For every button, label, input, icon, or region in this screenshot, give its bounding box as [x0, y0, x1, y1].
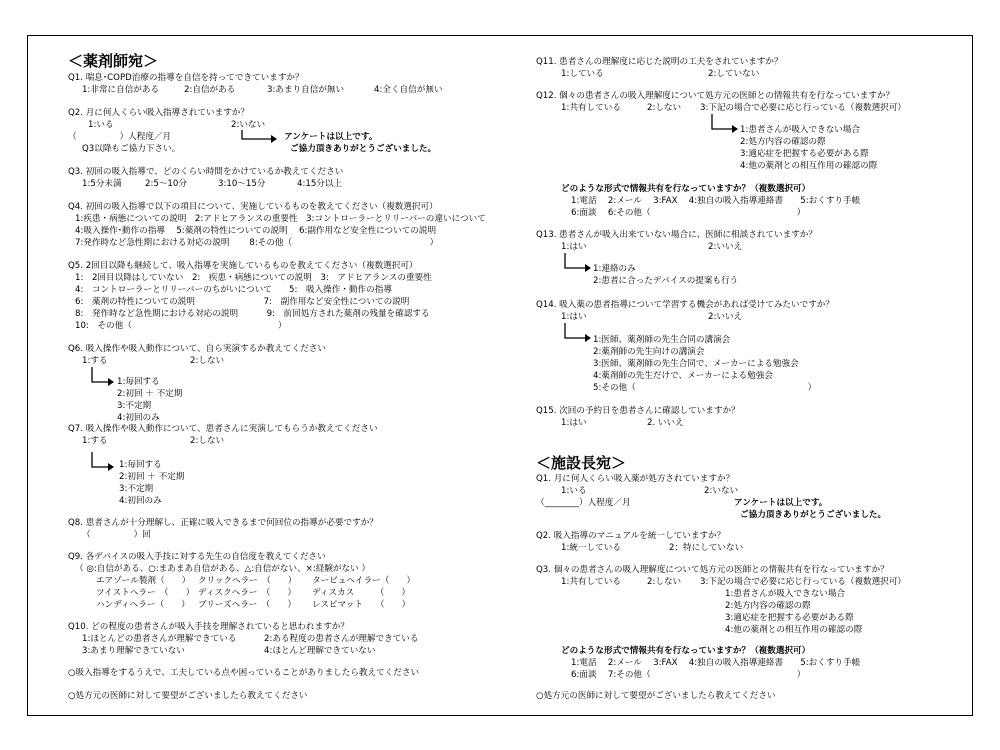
s3-option-3[interactable]: 3:下記の場合で必要に応じ行っている（複数選択可） — [700, 577, 907, 587]
q6-sub-option-3[interactable]: 3:不定期 — [117, 401, 152, 411]
q6-sub-option-1[interactable]: 1:毎回する — [117, 377, 160, 387]
q12-text: Q12. 個々の患者さんの吸入理解度について処方元の医師との情報共有を行なっていますか？ — [536, 91, 895, 101]
q5-options-line-4[interactable]: 8: 発作時など急性期における対応の説明 9: 前回処方された薬剤の残量を確認する — [75, 309, 430, 319]
q1-option-4[interactable]: 4:全く自信が無い — [374, 85, 443, 95]
s1-option-2[interactable]: 2:いない — [704, 486, 739, 496]
q7-option-2[interactable]: 2:しない — [190, 436, 225, 446]
q14-option-1[interactable]: 1:はい — [561, 312, 587, 322]
q9-device-respimat[interactable]: レスピマット （ ） — [312, 600, 411, 610]
q13-option-1[interactable]: 1:はい — [561, 242, 587, 252]
q12-format-options-2[interactable]: 6:面談 6:その他（ ） — [571, 208, 806, 218]
q14-option-2[interactable]: 2:いいえ — [708, 312, 743, 322]
q7-option-1[interactable]: 1:する — [82, 436, 108, 446]
facility-free-comment-requests[interactable]: ○処方元の医師に対して要望がございましたら教えてください — [536, 691, 776, 701]
q10-option-4[interactable]: 4:ほとんど理解できていない — [264, 646, 376, 656]
q11-option-1[interactable]: 1:している — [561, 69, 604, 79]
s1-option-1[interactable]: 1:いる — [561, 486, 587, 496]
q9-device-diskus[interactable]: ディスカス （ ） — [312, 588, 411, 598]
q1-option-1[interactable]: 1:非常に自信がある — [82, 85, 160, 95]
q10-option-3[interactable]: 3:あまり理解できていない — [82, 646, 185, 656]
q9-device-breezhaler[interactable]: ブリーズヘラー （ ） — [198, 600, 297, 610]
q7-sub-option-1[interactable]: 1:毎回する — [119, 460, 162, 470]
q4-options-line-1[interactable]: 1:疾患・病態についての説明 2:アドヒアランスの重要性 3:コントローラーとリリーバーの違いについて — [75, 214, 486, 224]
q13-option-2[interactable]: 2:いいえ — [708, 242, 743, 252]
q10-option-1[interactable]: 1:ほとんどの患者さんが理解できている — [82, 634, 237, 644]
q11-option-2[interactable]: 2:していない — [708, 69, 760, 79]
q9-device-handihaler[interactable]: ハンディヘラー（ ） — [96, 600, 190, 610]
q3-text: Q3. 初回の吸入指導で、どのくらい時間をかけているか教えてください — [68, 167, 344, 177]
q14-sub-option-5[interactable]: 5:その他（ ） — [593, 383, 817, 393]
s2-text: Q2. 吸入指導のマニュアルを統一していますか？ — [536, 531, 726, 541]
s1-count-blank[interactable]: （________）人程度／月 — [536, 498, 631, 508]
q14-arrow-icon — [564, 323, 594, 344]
q6-text: Q6. 吸入操作や吸入動作について、自ら実演するか教えてください — [68, 344, 326, 354]
q6-option-2[interactable]: 2:しない — [190, 356, 225, 366]
q11-text: Q11. 患者さんの理解度に応じた説明の工夫をされていますか？ — [536, 57, 783, 67]
q3-option-1[interactable]: 1:5分未満 — [82, 179, 122, 189]
s3-sub-option-4[interactable]: 4:他の薬剤との相互作用の確認の際 — [725, 625, 863, 635]
q9-device-diskhaler[interactable]: ディスクヘラー （ ） — [198, 588, 297, 598]
q9-device-turbuhaler[interactable]: タービュヘイラー（ ） — [312, 576, 416, 586]
s3-format-question: どのような形式で情報共有を行なっていますか？（複数選択可） — [561, 646, 811, 656]
q2-option-1[interactable]: 1:いる — [88, 120, 114, 130]
q15-option-1[interactable]: 1:はい — [561, 418, 587, 428]
q2-count-blank[interactable]: （ ）人程度／月 — [68, 132, 172, 142]
q6-sub-option-4[interactable]: 4:初回のみ — [117, 413, 160, 423]
s1-end-message-1: アンケートは以上です。 — [734, 498, 828, 508]
q6-arrow-icon — [91, 367, 117, 388]
section-title-pharmacist: ＜薬剤師宛＞ — [68, 52, 159, 70]
s3-format-options-2[interactable]: 6:面談 7:その他（ ） — [571, 670, 806, 680]
s3-option-1[interactable]: 1:共有している — [561, 577, 621, 587]
s3-sub-option-2[interactable]: 2:処方内容の確認の際 — [725, 601, 811, 611]
q12-option-2[interactable]: 2:しない — [647, 103, 682, 113]
q12-sub-option-1[interactable]: 1:患者さんが吸入できない場合 — [740, 125, 861, 135]
q15-text: Q15. 次回の予約日を患者さんに確認していますか？ — [536, 406, 740, 416]
q9-device-aerosol[interactable]: エアゾール製剤（ ） — [96, 576, 191, 586]
s2-option-2[interactable]: 2：特にしていない — [669, 543, 744, 553]
q10-text: Q10. どの程度の患者さんが吸入手技を理解されていると思われますか？ — [68, 622, 349, 632]
q1-option-3[interactable]: 3:あまり自信が無い — [267, 85, 345, 95]
q12-option-3[interactable]: 3:下記の場合で必要に応じ行っている（複数選択可） — [700, 103, 907, 113]
q5-options-line-2[interactable]: 4: コントローラーとリリーバーのちがいについて 5: 吸入操作・動作の指導 — [75, 285, 392, 295]
s2-option-1[interactable]: 1:統一している — [561, 543, 621, 553]
q8-answer-blank[interactable]: （ ）回 — [82, 530, 151, 540]
q7-sub-option-3[interactable]: 3:不定期 — [119, 484, 154, 494]
q12-format-options-1[interactable]: 1:電話 2:メール 3:FAX 4:独自の吸入指導連絡書 5:おくすり手帳 — [571, 196, 861, 206]
q5-options-line-5[interactable]: 10: その他（ ） — [75, 321, 287, 331]
q13-sub-option-2[interactable]: 2:患者に合ったデバイスの提案も行う — [593, 276, 739, 286]
q14-sub-option-1[interactable]: 1:医師、薬剤師の先生合同の講演会 — [593, 335, 731, 345]
q9-device-twisthaler[interactable]: ツイストヘラー （ ） — [96, 588, 195, 598]
q10-option-2[interactable]: 2:ある程度の患者さんが理解できている — [264, 634, 419, 644]
q2-option-2[interactable]: 2:いない — [231, 120, 266, 130]
q1-text: Q1. 喘息･COPD治療の指導を自信を持ってできていますか？ — [68, 73, 304, 83]
s3-option-2[interactable]: 2:しない — [647, 577, 682, 587]
q14-sub-option-3[interactable]: 3:医師、薬剤師の先生合同で、メーカーによる勉強会 — [593, 359, 799, 369]
q4-text: Q4. 初回の吸入指導で以下の項目について、実施しているものを教えてください（複数選択可） — [68, 202, 438, 212]
q13-arrow-icon — [564, 253, 594, 274]
q12-sub-option-2[interactable]: 2:処方内容の確認の際 — [740, 137, 826, 147]
q2-arrow-icon — [241, 130, 279, 144]
q12-sub-option-4[interactable]: 4:他の薬剤との相互作用の確認の際 — [740, 161, 878, 171]
s1-end-message-2: ご協力頂きありがとうございました。 — [740, 510, 887, 520]
q7-sub-option-4[interactable]: 4:初回のみ — [119, 496, 162, 506]
q12-format-question: どのような形式で情報共有を行なっていますか？（複数選択可） — [561, 184, 811, 194]
q6-sub-option-2[interactable]: 2:初回 ＋ 不定期 — [117, 389, 183, 399]
q9-legend: （ ◎:自信がある、○:まあまあ自信がある、△:自信がない、×:経験がない ） — [75, 564, 371, 574]
q14-sub-option-2[interactable]: 2:薬剤師の先生向けの講演会 — [593, 347, 705, 357]
q12-sub-option-3[interactable]: 3:適応症を把握する必要がある際 — [740, 149, 869, 159]
q7-arrow-icon — [91, 452, 117, 473]
q7-text: Q7. 吸入操作や吸入動作について、患者さんに実演してもらうか教えてください — [68, 424, 378, 434]
q15-option-2[interactable]: 2. いいえ — [647, 418, 684, 428]
q8-text: Q8. 患者さんが十分理解し、正確に吸入できるまで何回位の指導が必要ですか？ — [68, 518, 378, 528]
q3-option-4[interactable]: 4:15分以上 — [297, 179, 343, 189]
q13-sub-option-1[interactable]: 1:連絡のみ — [593, 264, 636, 274]
free-comment-tips[interactable]: ○吸入指導をするうえで、工夫している点や困っていることがありましたら教えてください — [68, 668, 420, 678]
free-comment-requests[interactable]: ○処方元の医師に対して要望がございましたら教えてください — [68, 691, 308, 701]
s3-sub-option-1[interactable]: 1:患者さんが吸入できない場合 — [725, 589, 846, 599]
section-title-facility-manager: ＜施設長宛＞ — [536, 454, 627, 472]
q9-text: Q9. 各デバイスの吸入手技に対する先生の自信度を教えてください — [68, 552, 326, 562]
s1-text: Q1. 月に何人くらい吸入薬が処方されていますか？ — [536, 474, 735, 484]
q2-note: Q3以降もご協力下さい。 — [82, 144, 181, 154]
q5-options-line-3[interactable]: 6: 薬剤の特性についての説明 7: 副作用など安全性についての説明 — [75, 297, 410, 307]
q14-sub-option-4[interactable]: 4:薬剤師の先生だけで、メーカーによる勉強会 — [593, 371, 773, 381]
q6-option-1[interactable]: 1:する — [82, 356, 108, 366]
q4-options-line-3[interactable]: 7:発作時など急性期における対応の説明 8:その他（ ） — [75, 238, 439, 248]
q1-option-2[interactable]: 2:自信がある — [184, 85, 236, 95]
s3-text: Q3. 個々の患者さんの吸入理解度について処方元の医師との情報共有を行なっていますか？ — [536, 565, 889, 575]
q14-text: Q14. 吸入薬の患者指導について学習する機会があれば受けてみたいですか？ — [536, 300, 834, 310]
s3-sub-option-3[interactable]: 3:適応症を把握する必要がある際 — [725, 613, 854, 623]
s3-format-options-1[interactable]: 1:電話 2:メール 3:FAX 4:独自の吸入指導連絡書 5:おくすり手帳 — [571, 658, 861, 668]
q3-option-2[interactable]: 2:5～10分 — [145, 179, 187, 189]
q3-option-3[interactable]: 3:10～15分 — [218, 179, 266, 189]
q2-text: Q2. 月に何人くらい吸入指導されていますか？ — [68, 108, 249, 118]
q2-end-message-2: ご協力頂きありがとうございました。 — [290, 144, 437, 154]
q4-options-line-2[interactable]: 4:吸入操作･動作の指導 5:薬剤の特性についての説明 6:副作用など安全性についての説明 — [75, 226, 437, 236]
q13-text: Q13. 患者さんが吸入出来ていない場合に、医師に相談されていますか？ — [536, 230, 817, 240]
q9-device-clickhaler[interactable]: クリックヘラー （ ） — [198, 576, 297, 586]
q2-end-message-1: アンケートは以上です。 — [284, 132, 378, 142]
q5-options-line-1[interactable]: 1: 2回目以降はしていない 2: 疾患・病態についての説明 3: アドヒアランスの重要性 — [75, 273, 432, 283]
q12-arrow-icon — [711, 114, 741, 135]
q12-option-1[interactable]: 1:共有している — [561, 103, 621, 113]
q5-text: Q5. 2回目以降も継続して、吸入指導を実施しているものを教えてください（複数選択可） — [68, 261, 418, 271]
q7-sub-option-2[interactable]: 2:初回 ＋ 不定期 — [119, 472, 185, 482]
